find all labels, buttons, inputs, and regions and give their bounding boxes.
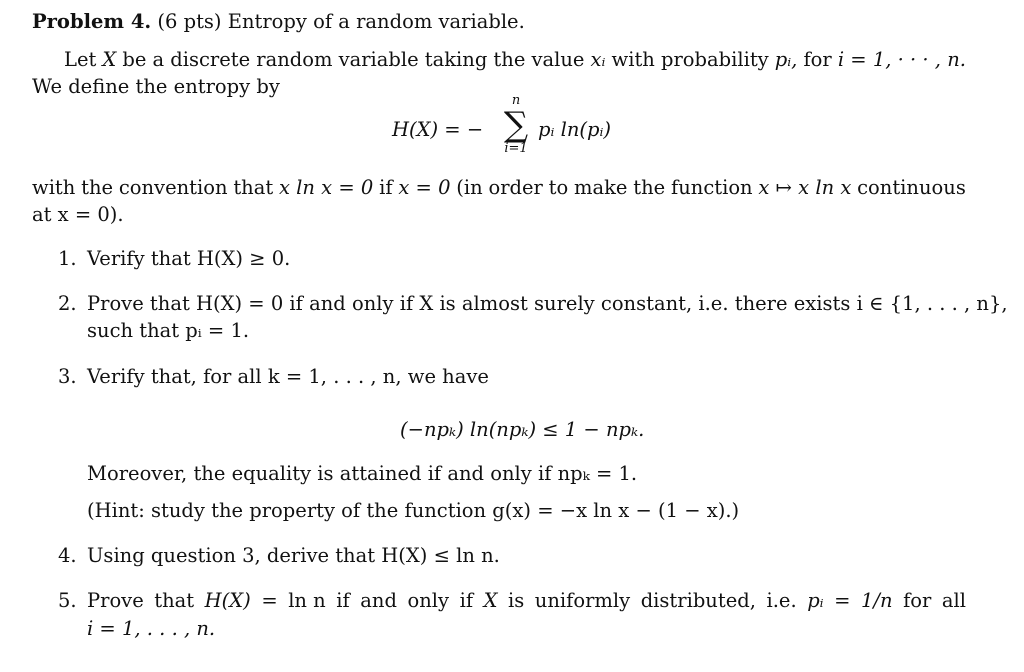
word: and — [360, 589, 397, 612]
formula-term: pᵢ ln(pᵢ) — [538, 118, 612, 141]
word: with — [32, 176, 76, 199]
item-5-number: 5. — [58, 589, 77, 612]
word: order — [488, 176, 543, 199]
item-4-text: Using question 3, derive that H(X) ≤ ln n. — [87, 544, 500, 567]
word: Prove — [87, 589, 144, 612]
item-3-number: 3. — [58, 365, 77, 388]
word: X — [102, 48, 117, 71]
word: convention — [118, 176, 228, 199]
word: value — [531, 48, 585, 71]
convention-line-1 — [32, 176, 966, 199]
word: if — [379, 176, 393, 199]
word: random — [256, 48, 333, 71]
word: only — [407, 589, 450, 612]
item-4-number: 4. — [58, 544, 77, 567]
word: is — [508, 589, 525, 612]
item-1-text: Verify that H(X) ≥ 0. — [87, 247, 291, 270]
word: that — [154, 589, 195, 612]
word: i.e. — [766, 589, 797, 612]
word: that — [233, 176, 274, 199]
sum-lower-limit: i=1 — [504, 141, 528, 156]
word: if — [336, 589, 350, 612]
word: the — [81, 176, 114, 199]
word: distributed, — [640, 589, 756, 612]
word: pᵢ, — [774, 48, 798, 71]
item-2-number: 2. — [58, 292, 77, 315]
item-2-line-2: such that pᵢ = 1. — [87, 319, 250, 342]
word: x ln x = 0 — [278, 176, 374, 199]
word: xᵢ — [590, 48, 606, 71]
problem-title: (6 pts) Entropy of a random variable. — [157, 10, 525, 33]
word: be — [122, 48, 147, 71]
item-1-number: 1. — [58, 247, 77, 270]
word: discrete — [170, 48, 251, 71]
word: if — [459, 589, 474, 612]
item-3-formula: (−npₖ) ln(npₖ) ≤ 1 − npₖ. — [400, 418, 645, 441]
item-3-hint: (Hint: study the property of the function g(x) = −x ln x − (1 − x).) — [87, 499, 740, 522]
word: with — [611, 48, 655, 71]
intro-line-1 — [64, 48, 966, 71]
word: for — [803, 48, 832, 71]
word: function — [670, 176, 753, 199]
word: = — [261, 589, 278, 612]
intro-line-2: We define the entropy by — [32, 75, 280, 98]
formula-lhs: H(X) = − — [392, 118, 484, 141]
word: continuous — [857, 176, 966, 199]
item-3-text: Verify that, for all k = 1, . . . , n, we have — [87, 365, 489, 388]
word: uniformly — [534, 589, 631, 612]
word: pᵢ — [807, 589, 824, 612]
item-5-line-1 — [87, 589, 966, 612]
word: for — [903, 589, 932, 612]
problem-heading — [32, 10, 525, 33]
word: taking — [424, 48, 488, 71]
sigma-glyph: ∑ — [503, 105, 529, 145]
word: (in — [456, 176, 483, 199]
word: the — [493, 48, 526, 71]
word: probability — [660, 48, 769, 71]
word: variable — [338, 48, 419, 71]
convention-line-2: at x = 0). — [32, 203, 124, 226]
word: H(X) — [204, 589, 251, 612]
item-5-line-2: i = 1, . . . , n. — [87, 617, 216, 640]
word: all — [941, 589, 966, 612]
word: make — [574, 176, 628, 199]
sum-symbol — [496, 94, 536, 156]
word: the — [633, 176, 666, 199]
word: i = 1, · · · , n. — [837, 48, 966, 71]
word: a — [152, 48, 165, 71]
problem-number: Problem 4. — [32, 10, 152, 33]
word: x = 0 — [398, 176, 451, 199]
item-2-line-1: Prove that H(X) = 0 if and only if X is almost surely constant, i.e. there exists i ∈ {1, . . . , n}, — [87, 292, 1008, 315]
word: 1/n — [861, 589, 893, 612]
word: X — [483, 589, 498, 612]
item-3-moreover: Moreover, the equality is attained if and only if npₖ = 1. — [87, 462, 638, 485]
word: = — [834, 589, 851, 612]
word: ln n — [288, 589, 326, 612]
sum-upper-limit: n — [511, 93, 521, 108]
word: to — [548, 176, 569, 199]
word: Let — [64, 48, 97, 71]
word: x ↦ x ln x — [758, 176, 852, 199]
